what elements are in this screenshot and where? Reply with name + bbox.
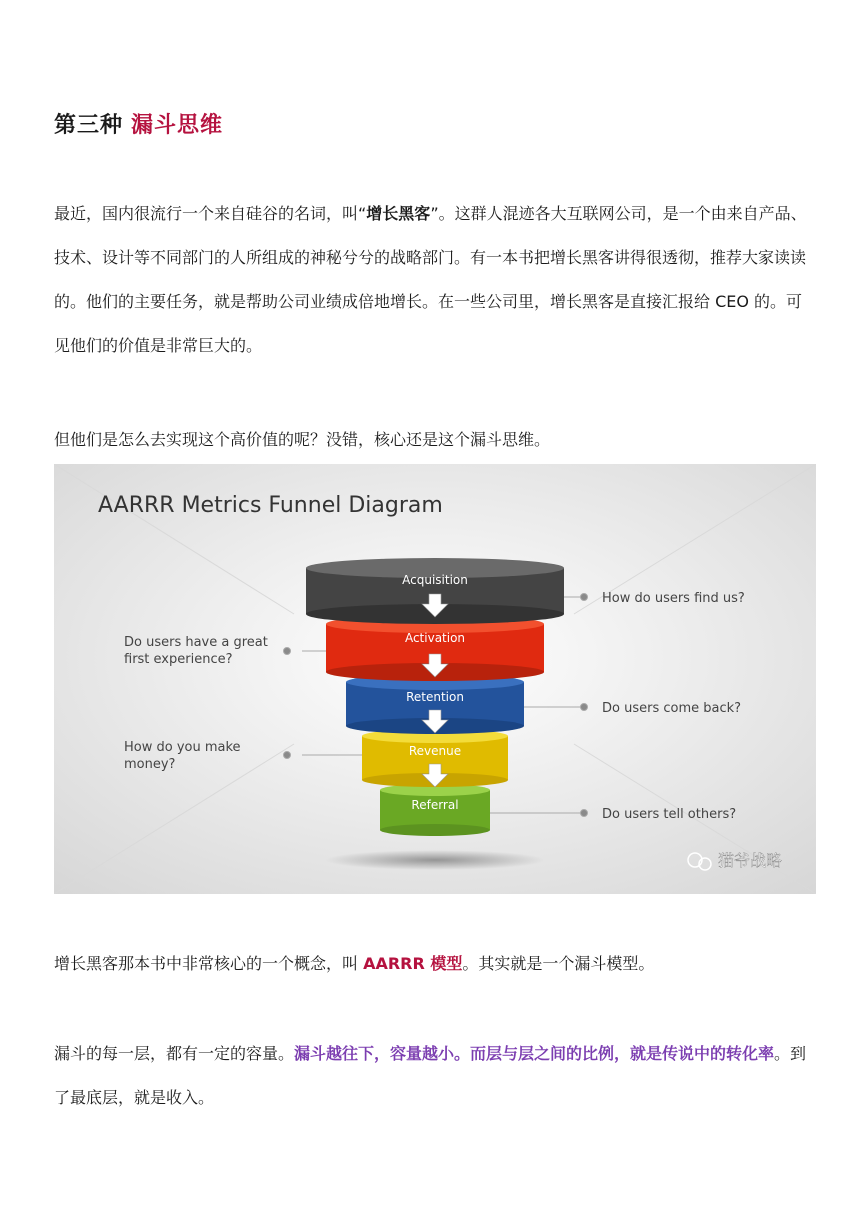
aarrr-funnel-figure	[54, 464, 816, 894]
p4-text-a: 漏斗的每一层，都有一定的容量。	[54, 1044, 295, 1063]
paragraph-aarrr	[54, 942, 814, 986]
p1-term: 增长黑客	[366, 204, 431, 223]
p3-text-c: 。其实就是一个漏斗模型。	[462, 954, 655, 973]
question-acquisition: How do users find us?	[602, 591, 745, 606]
watermark-text: 猫爷战略	[718, 851, 783, 870]
question-activation-text: Do users have a great	[124, 635, 268, 650]
stage-label-retention: Retention	[406, 690, 464, 704]
p4-text-c: 。到了最底层，就是收入。	[54, 1044, 807, 1107]
stage-referral	[380, 784, 490, 836]
paragraph-question: 但他们是怎么去实现这个高价值的呢？没错，核心还是这个漏斗思维。	[54, 430, 551, 449]
funnel-shadow	[325, 850, 545, 870]
question-revenue-line1: How do you make	[124, 740, 241, 755]
question-retention: Do users come back?	[602, 701, 742, 716]
stage-label-activation: Activation	[404, 631, 466, 645]
heading-prefix: 第三种	[54, 113, 124, 138]
figure-title: AARRR Metrics Funnel Diagram	[98, 493, 443, 518]
stage-label-referral: Referral	[411, 798, 459, 812]
p4-highlight: 漏斗越往下，容量越小。而层与层之间的比例，就是传说中的转化率	[294, 1044, 775, 1063]
paragraph-growth-hacker	[54, 192, 814, 368]
section-heading	[54, 108, 223, 139]
question-activation-text-line2: first experience?	[124, 652, 233, 667]
p1-text-a: 最近，国内很流行一个来自硅谷的名词，叫“	[54, 204, 367, 223]
stage-label-acquisition: Acquisition	[402, 573, 468, 587]
heading-accent: 漏斗思维	[131, 113, 224, 138]
p1-text-c: ”。这群人混迹各大互联网公司，是一个由来自产品、技术、设计等不同部门的人所组成的神秘兮兮的战略部门。有一本书把增长黑客讲得很透彻，推荐大家读读的。他们的主要任务，就是帮助公司业绩成倍地增长。在一些公司里，增长黑客是直接汇报给 CEO 的。可见他们的价值是非常巨大的。	[54, 204, 807, 355]
p3-term: AARRR 模型	[363, 954, 463, 973]
paragraph-conversion	[54, 1032, 814, 1120]
stage-label-revenue: Revenue	[408, 744, 462, 758]
question-referral: Do users tell others?	[602, 807, 737, 822]
question-revenue-line2: money?	[124, 757, 176, 772]
p3-text-a: 增长黑客那本书中非常核心的一个概念，叫	[54, 954, 364, 973]
